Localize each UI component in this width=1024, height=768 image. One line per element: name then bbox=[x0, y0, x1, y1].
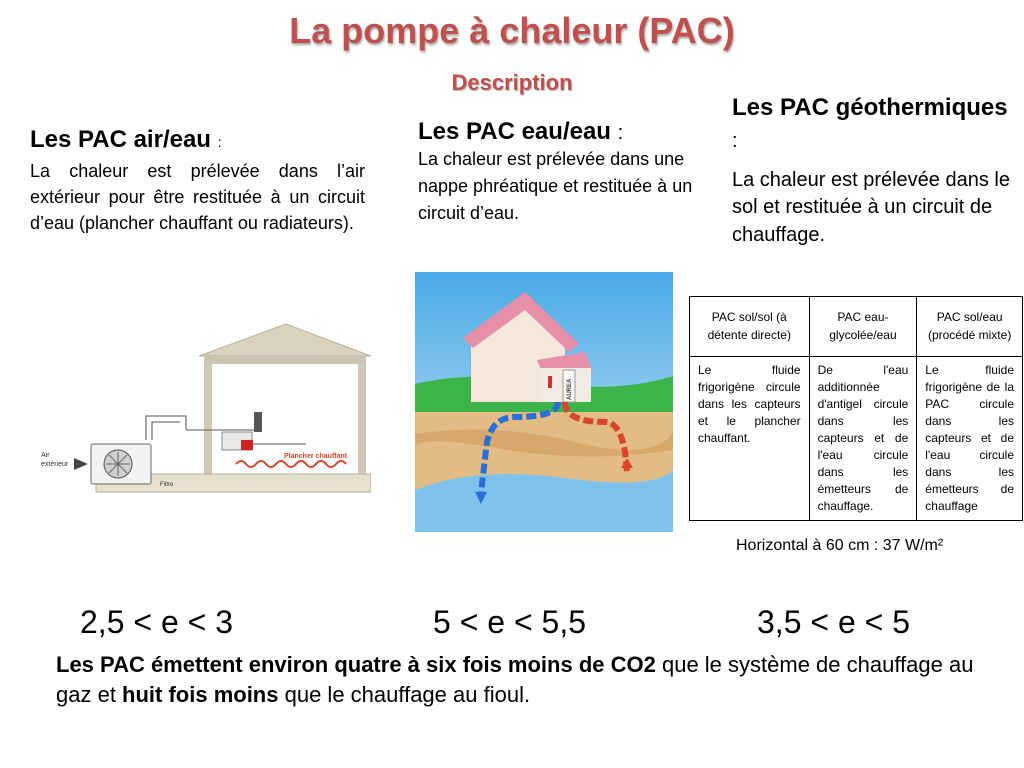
air-water-heatpump-diagram bbox=[36, 320, 371, 500]
water-water-heatpump-diagram bbox=[415, 272, 673, 532]
eau-eau-heading bbox=[418, 118, 698, 146]
table-header-row bbox=[690, 297, 1023, 357]
geothermal-section bbox=[732, 92, 1017, 250]
efficiency-air-water: 2,5 < e < 3 bbox=[80, 604, 234, 640]
eau-eau-text: La chaleur est prélevée dans une nappe phréatique et restituée à un circuit d’eau. bbox=[418, 149, 693, 223]
floor-heating-label: Plancher chauffant bbox=[284, 453, 348, 460]
airflow-arrow-icon bbox=[74, 458, 88, 470]
efficiency-geothermal: 3,5 < e < 5 bbox=[757, 604, 911, 640]
conclusion-bold-1: Les PAC émettent environ quatre à six fois moins de CO2 bbox=[56, 652, 656, 677]
geothermal-colon: : bbox=[732, 130, 738, 153]
eau-eau-heading-text: Les PAC eau/eau bbox=[418, 118, 611, 145]
conclusion-bold-2: huit fois moins bbox=[122, 682, 279, 708]
air-eau-heading-text: Les PAC air/eau bbox=[30, 126, 211, 153]
conclusion-normal-1: que le système de chauffage au gaz et bbox=[56, 652, 974, 708]
air-label: Air bbox=[41, 452, 50, 459]
table-cell: Le fluide frigorigène circule dans les capteurs et le plancher chauffant. bbox=[690, 357, 810, 521]
conclusion-normal-2: que le chauffage au fioul. bbox=[278, 682, 531, 708]
table-header-cell: PAC sol/sol (à détente directe) bbox=[690, 297, 810, 357]
air-eau-colon: : bbox=[217, 134, 222, 150]
air-eau-heading bbox=[30, 126, 365, 154]
conclusion-text bbox=[56, 650, 976, 711]
aurea-unit-label: AUREA bbox=[567, 378, 573, 400]
slide-title: La pompe à chaleur (PAC) bbox=[289, 10, 735, 51]
table-header-cell: PAC sol/eau (procédé mixte) bbox=[917, 297, 1023, 357]
geothermal-heading-text: Les PAC géothermiques bbox=[732, 94, 1008, 121]
horizontal-note: Horizontal à 60 cm : 37 W/m² bbox=[736, 537, 944, 554]
air-eau-text: La chaleur est prélevée dans l’air extérieur pour être restituée à un circuit d’eau (plancher chauffant ou radiateurs). bbox=[30, 161, 365, 234]
eau-eau-section bbox=[418, 118, 698, 227]
air-eau-section bbox=[30, 126, 365, 236]
slide-subtitle: Description bbox=[451, 70, 573, 95]
filter-label: Filtre bbox=[160, 482, 174, 488]
eau-eau-colon: : bbox=[617, 122, 624, 144]
table-cell: Le fluide frigorigène de la PAC circule dans les capteurs et de l'eau circule dans les émetteurs de chauffage bbox=[917, 357, 1023, 521]
table-cell: De l'eau additionnée d'antigel circule dans les capteurs et de l'eau circule dans les émetteurs de chauffage. bbox=[809, 357, 917, 521]
exterior-label: extérieur bbox=[41, 461, 69, 468]
table-row bbox=[690, 357, 1023, 521]
efficiency-water-water: 5 < e < 5,5 bbox=[433, 604, 587, 640]
geothermal-heading bbox=[732, 92, 1017, 157]
geothermal-text: La chaleur est prélevée dans le sol et restituée à un circuit de chauffage. bbox=[732, 168, 1010, 246]
geothermal-types-table bbox=[689, 296, 1023, 521]
table-header-cell: PAC eau-glycolée/eau bbox=[809, 297, 917, 357]
